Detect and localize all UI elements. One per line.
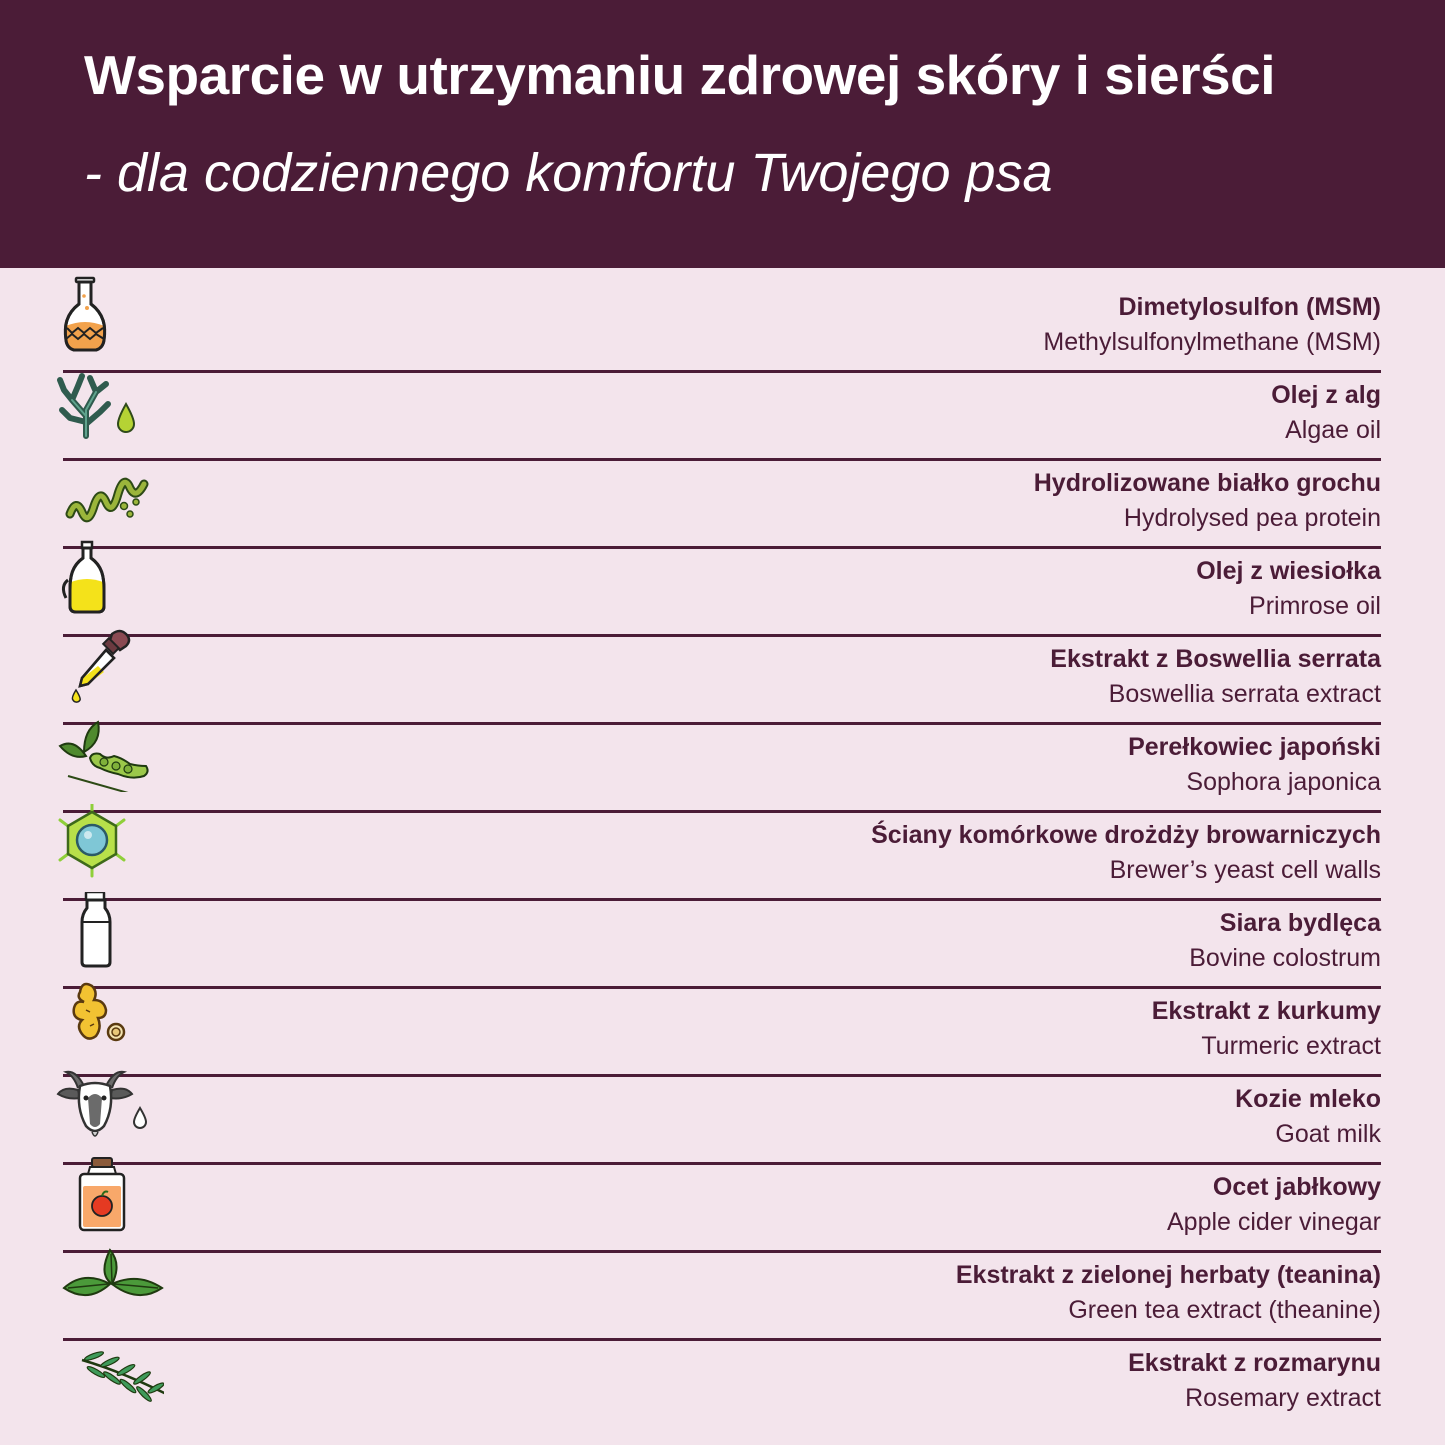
ingredient-row bbox=[0, 620, 1445, 708]
ingredient-name-pl: Siara bydlęca bbox=[1219, 909, 1381, 937]
milk-bottle-icon bbox=[54, 892, 164, 968]
tea-leaves-icon bbox=[54, 1244, 164, 1320]
ingredient-name-pl: Ekstrakt z kurkumy bbox=[1151, 997, 1381, 1025]
page-subtitle: - dla codziennego komfortu Twojego psa bbox=[84, 143, 1053, 203]
ingredient-name-pl: Ekstrakt z Boswellia serrata bbox=[1050, 645, 1381, 673]
rosemary-icon bbox=[54, 1332, 164, 1408]
ingredient-row bbox=[0, 884, 1445, 972]
ingredient-row bbox=[0, 532, 1445, 620]
ingredient-name-pl: Dimetylosulfon (MSM) bbox=[1118, 293, 1381, 321]
ingredient-name-pl: Kozie mleko bbox=[1235, 1085, 1381, 1113]
ingredient-name-en: Green tea extract (theanine) bbox=[1068, 1296, 1381, 1324]
ingredient-name-en: Methylsulfonylmethane (MSM) bbox=[1043, 328, 1381, 356]
seaweed-drop-icon bbox=[54, 364, 164, 440]
ingredient-name-en: Rosemary extract bbox=[1185, 1384, 1381, 1412]
ingredient-name-en: Sophora japonica bbox=[1186, 768, 1381, 796]
turmeric-root-icon bbox=[54, 980, 164, 1056]
ingredient-row bbox=[0, 1236, 1445, 1324]
ingredient-name-pl: Ekstrakt z rozmarynu bbox=[1128, 1349, 1381, 1377]
ingredient-name-pl: Olej z alg bbox=[1271, 381, 1381, 409]
ingredient-name-en: Algae oil bbox=[1285, 416, 1381, 444]
goat-icon bbox=[54, 1068, 164, 1144]
ingredient-row bbox=[0, 356, 1445, 444]
ingredient-name-en: Apple cider vinegar bbox=[1166, 1208, 1381, 1236]
ingredient-name-en: Brewer’s yeast cell walls bbox=[1109, 856, 1381, 884]
yeast-cell-icon bbox=[54, 804, 164, 880]
ingredient-name-pl: Perełkowiec japoński bbox=[1128, 733, 1381, 761]
ingredient-row bbox=[0, 796, 1445, 884]
pod-leaves-icon bbox=[54, 716, 164, 792]
ingredient-name-en: Primrose oil bbox=[1249, 592, 1381, 620]
ingredient-name-pl: Ściany komórkowe drożdży browarniczych bbox=[871, 821, 1381, 849]
ingredient-row bbox=[0, 972, 1445, 1060]
ingredient-row bbox=[0, 1148, 1445, 1236]
header-banner bbox=[0, 0, 1445, 268]
ingredient-name-pl: Hydrolizowane białko grochu bbox=[1033, 469, 1381, 497]
ingredient-row bbox=[0, 708, 1445, 796]
ingredient-row bbox=[0, 444, 1445, 532]
ingredient-name-en: Turmeric extract bbox=[1201, 1032, 1381, 1060]
ingredient-row bbox=[0, 1324, 1445, 1412]
ingredient-name-pl: Ocet jabłkowy bbox=[1212, 1173, 1381, 1201]
dropper-icon bbox=[54, 628, 164, 704]
ingredient-name-pl: Ekstrakt z zielonej herbaty (teanina) bbox=[955, 1261, 1381, 1289]
protein-helix-icon bbox=[54, 452, 164, 528]
ingredient-row bbox=[0, 1060, 1445, 1148]
ingredient-name-en: Boswellia serrata extract bbox=[1108, 680, 1381, 708]
oil-bottle-icon bbox=[54, 540, 164, 616]
vinegar-jar-icon bbox=[54, 1156, 164, 1232]
ingredient-list bbox=[0, 268, 1445, 1445]
flask-icon bbox=[54, 276, 164, 352]
page-title: Wsparcie w utrzymaniu zdrowej skóry i sierści bbox=[84, 44, 1275, 106]
ingredient-name-en: Bovine colostrum bbox=[1189, 944, 1381, 972]
ingredient-row bbox=[0, 268, 1445, 356]
ingredient-name-en: Hydrolysed pea protein bbox=[1123, 504, 1381, 532]
ingredient-name-pl: Olej z wiesiołka bbox=[1196, 557, 1381, 585]
ingredient-name-en: Goat milk bbox=[1275, 1120, 1381, 1148]
